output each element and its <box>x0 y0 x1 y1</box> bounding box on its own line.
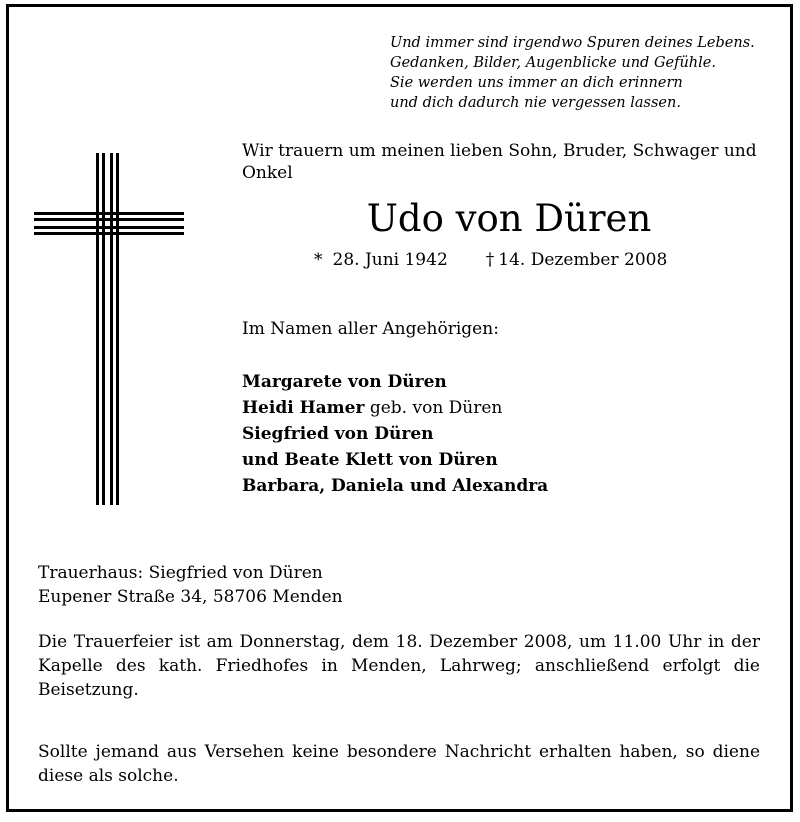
mourning-house-address <box>38 561 768 609</box>
behalf-text: Im Namen aller Angehörigen: <box>242 319 499 339</box>
mourner <box>242 473 548 499</box>
mourner <box>242 421 548 447</box>
obituary-notice <box>6 4 793 812</box>
mourner-name: Siegfried von Düren <box>242 424 434 444</box>
funeral-ceremony-text: Die Trauerfeier ist am Donnerstag, dem 18. Dezember 2008, um 11.00 Uhr in der Kapelle des kath. Friedhofes in Menden, Lahrweg; anschließend erfolgt die Beisetzung. <box>38 632 760 700</box>
notice-text: Sollte jemand aus Versehen keine besondere Nachricht erhalten haben, so diene diese als solche. <box>38 742 760 786</box>
house-line: Trauerhaus: Siegfried von Düren <box>38 563 323 583</box>
deceased-name: Udo von Düren <box>366 197 652 240</box>
memorial-poem <box>390 33 780 113</box>
death-cross-icon: † <box>485 250 495 270</box>
poem-line: Und immer sind irgendwo Spuren deines Lebens. <box>390 35 755 51</box>
mourner <box>242 369 548 395</box>
house-line: Eupener Straße 34, 58706 Menden <box>38 587 343 607</box>
mourner-name: Margarete von Düren <box>242 372 447 392</box>
mourner-name: Barbara, Daniela und Alexandra <box>242 476 549 496</box>
mourner-name: Heidi Hamer <box>242 398 365 418</box>
birth-star-icon: * <box>314 250 323 270</box>
birth-date: 28. Juni 1942 <box>332 250 448 270</box>
death-date: 14. Dezember 2008 <box>498 250 668 270</box>
mourner-name: und Beate Klett von Düren <box>242 450 498 470</box>
mourner-note: geb. von Düren <box>364 398 503 418</box>
mourner <box>242 447 548 473</box>
poem-line: Sie werden uns immer an dich erinnern <box>390 75 683 91</box>
poem-line: Gedanken, Bilder, Augenblicke und Gefühle. <box>390 55 716 71</box>
mourners-list <box>242 369 548 499</box>
life-dates <box>314 248 734 272</box>
intro-text: Wir trauern um meinen lieben Sohn, Bruder, Schwager und Onkel <box>242 141 757 183</box>
mourner <box>242 395 548 421</box>
poem-line: und dich dadurch nie vergessen lassen. <box>390 95 681 111</box>
double-line-cross-icon <box>34 153 184 505</box>
